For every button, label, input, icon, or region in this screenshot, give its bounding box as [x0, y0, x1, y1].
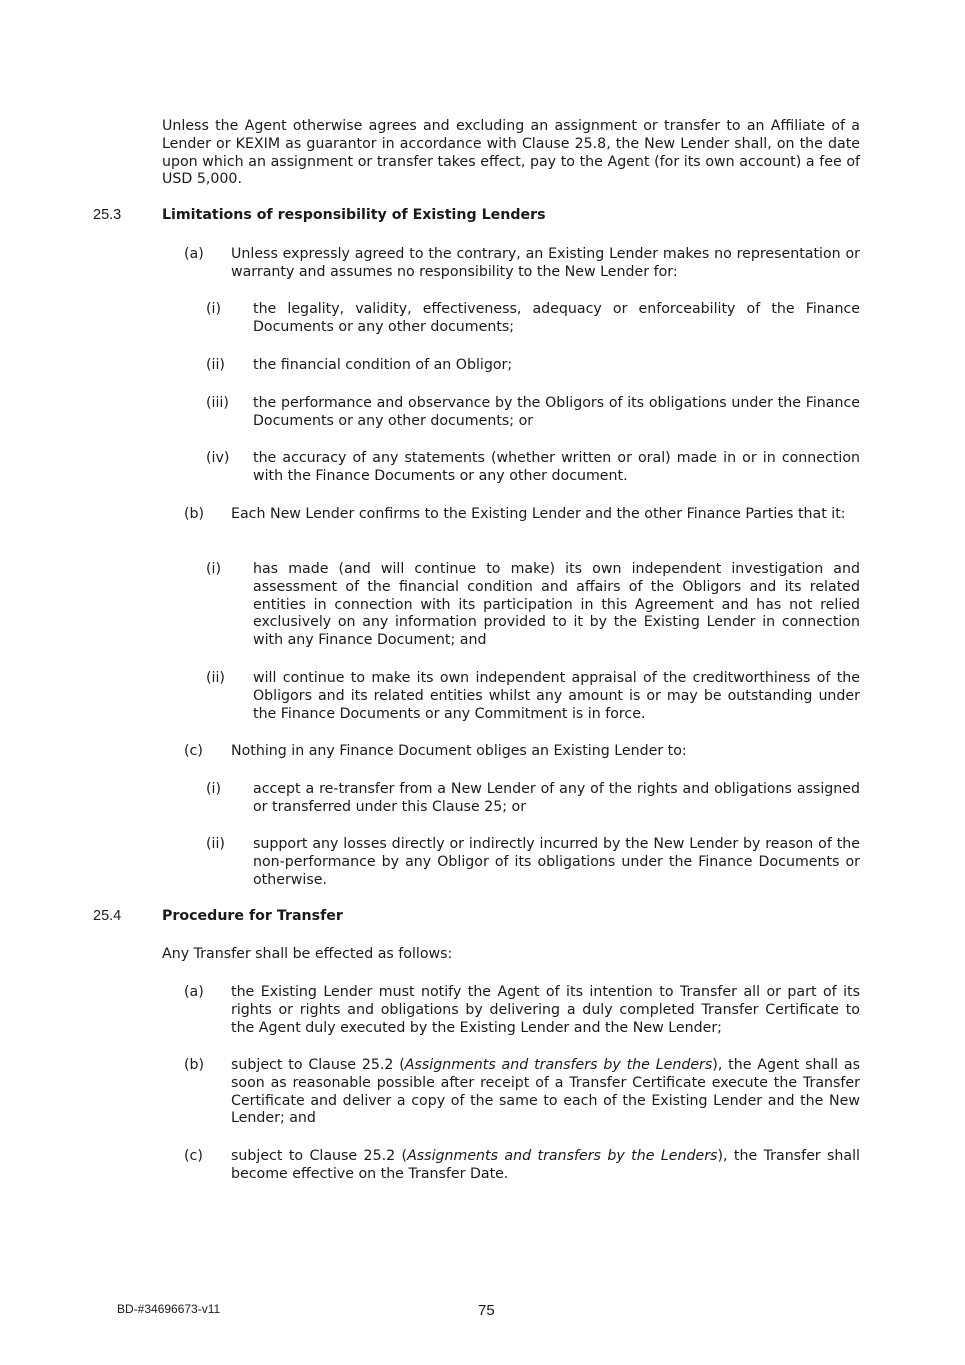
- section-heading-25-3: Limitations of responsibility of Existing Lenders: [162, 207, 546, 223]
- subclause-text: will continue to make its own independent appraisal of the creditworthiness of the Obligors and its related entities whilst any amount is or may be outstanding under the Finance Documents or any Commitment is in force.: [253, 670, 860, 722]
- clause-label-b: (b): [184, 1057, 205, 1073]
- cross-reference-title: Assignments and transfers by the Lenders: [407, 1148, 718, 1164]
- clause-label-c: (c): [184, 1148, 203, 1164]
- subclause-text: accept a re-transfer from a New Lender of any of the rights and obligations assigned or transferred under this Clause 25; or: [253, 781, 860, 815]
- subclause-label: (iv): [206, 450, 230, 466]
- subclause-label: (i): [206, 301, 222, 317]
- clause-text-b: subject to Clause 25.2 (Assignments and transfers by the Lenders), the Agent shall as soon as reasonable possible after receipt of a Transfer Certificate execute the Transfer Certificate and deliver a copy of the same to each of the Existing Lender and the New Lender; and: [231, 1057, 860, 1127]
- cross-reference-title: Assignments and transfers by the Lenders: [404, 1057, 713, 1073]
- section-lead-25-4: Any Transfer shall be effected as follows:: [162, 946, 453, 962]
- clause-text-c: Nothing in any Finance Document obliges an Existing Lender to:: [231, 743, 687, 759]
- subclause-text: the legality, validity, effectiveness, adequacy or enforceability of the Finance Documents or any other documents;: [253, 301, 860, 335]
- subclause-label: (i): [206, 781, 222, 797]
- subclause-label: (ii): [206, 670, 225, 686]
- clause-text-a: Unless expressly agreed to the contrary, an Existing Lender makes no representation or warranty and assumes no responsibility to the New Lender for:: [231, 246, 860, 280]
- subclause-text: support any losses directly or indirectly incurred by the New Lender by reason of the non-performance by any Obligor of its obligations under the Finance Documents or otherwise.: [253, 836, 860, 888]
- subclause-text: has made (and will continue to make) its own independent investigation and assessment of the financial condition and affairs of the Obligors and its related entities in connection with its participation in this Agreement and has not relied exclusively on any information provided to it by the Existing Lender in connection with any Finance Document; and: [253, 561, 860, 649]
- clause-text-b: Each New Lender confirms to the Existing Lender and the other Finance Parties that it:: [231, 506, 846, 522]
- subclause-label: (ii): [206, 836, 225, 852]
- document-reference: BD-#34696673-v11: [117, 1302, 221, 1316]
- clause-label-a: (a): [184, 984, 204, 1000]
- subclause-label: (iii): [206, 395, 229, 411]
- subclause-label: (i): [206, 561, 222, 577]
- subclause-text: the accuracy of any statements (whether written or oral) made in or in connection with the Finance Documents or any other document.: [253, 450, 860, 484]
- intro-paragraph: Unless the Agent otherwise agrees and excluding an assignment or transfer to an Affiliate of a Lender or KEXIM as guarantor in accordance with Clause 25.8, the New Lender shall, on the date upon which an assignment or transfer takes effect, pay to the Agent (for its own account) a fee of USD 5,000.: [162, 118, 860, 188]
- clause-label-c: (c): [184, 743, 203, 759]
- clause-label-a: (a): [184, 246, 204, 262]
- clause-text-c: subject to Clause 25.2 (Assignments and transfers by the Lenders), the Transfer shall become effective on the Transfer Date.: [231, 1148, 860, 1182]
- section-number-25-4: 25.4: [93, 908, 122, 924]
- section-heading-25-4: Procedure for Transfer: [162, 908, 343, 924]
- subclause-label: (ii): [206, 357, 225, 373]
- subclause-text: the financial condition of an Obligor;: [253, 357, 513, 373]
- page-number: 75: [478, 1302, 495, 1319]
- subclause-text: the performance and observance by the Obligors of its obligations under the Finance Documents or any other documents; or: [253, 395, 860, 429]
- section-number-25-3: 25.3: [93, 207, 122, 223]
- clause-label-b: (b): [184, 506, 205, 522]
- clause-text-a: the Existing Lender must notify the Agent of its intention to Transfer all or part of its rights or rights and obligations by delivering a duly completed Transfer Certificate to the Agent duly executed by the Existing Lender and the New Lender;: [231, 984, 860, 1036]
